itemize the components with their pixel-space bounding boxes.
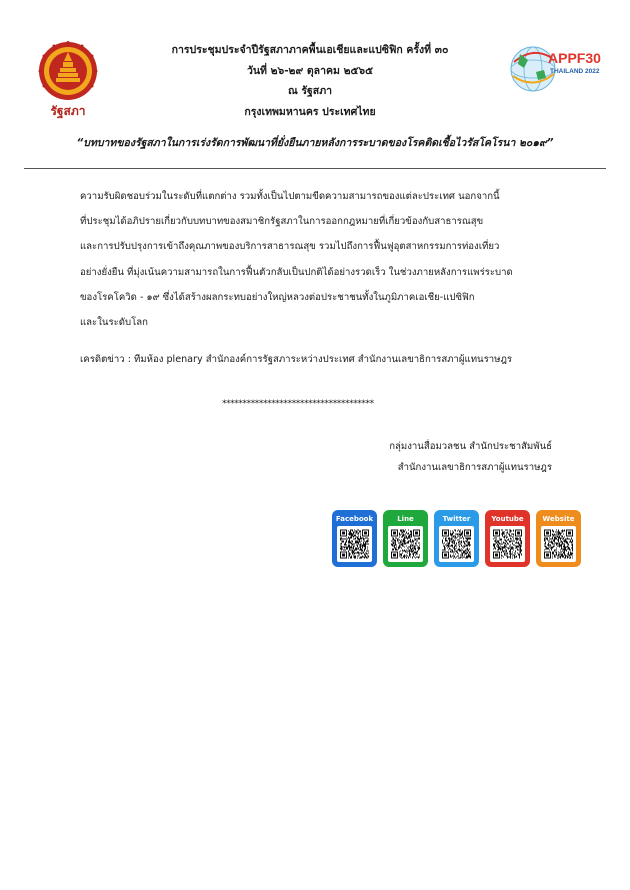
qr-label: Youtube [491, 515, 524, 523]
qr-code-icon [391, 529, 420, 559]
body-paragraph [80, 184, 560, 335]
appf-logo [508, 36, 600, 98]
qr-card-youtube[interactable] [485, 510, 530, 567]
header-divider [24, 168, 606, 169]
qr-label: Website [542, 515, 575, 523]
body-line: และในระดับโลก [80, 317, 148, 329]
body-line: ที่ประชุมได้อภิปรายเกี่ยวกับบทบาทของสมาชิกรัฐสภาในการออกกฎหมายที่เกี่ยวข้องกับสาธารณสุข [80, 216, 484, 228]
document-header [110, 40, 510, 122]
qr-code-icon [544, 529, 573, 559]
qr-label: Line [397, 515, 414, 523]
separator-stars: ************************************* [222, 399, 374, 409]
header-line-date: วันที่ ๒๖-๒๙ ตุลาคม ๒๕๖๕ [246, 64, 374, 77]
document-subtitle: “บทบาทของรัฐสภาในการเร่งรัดการพัฒนาที่ยั่งยืนภายหลังการระบาดของโรคติดเชื้อไวรัสโคโรนา ๒๐๑๙” [76, 137, 554, 149]
body-line: อย่างยั่งยืน ที่มุ่งเน้นความสามารถในการฟื้นตัวกลับเป็นปกติได้อย่างรวดเร็ว ในช่วงภายหลังการแพร่ระบาด [80, 266, 513, 278]
signature-line-office: สำนักงานเลขาธิการสภาผู้แทนราษฎร [397, 462, 552, 473]
parliament-logo [36, 40, 100, 120]
qr-card-twitter[interactable] [434, 510, 479, 567]
news-credit: เครดิตข่าว : ทีมห้อง plenary สำนักองค์การรัฐสภาระหว่างประเทศ สำนักงานเลขาธิการสภาผู้แทนราษฎร [80, 354, 513, 365]
qr-card-facebook[interactable] [332, 510, 377, 567]
qr-code-icon [340, 529, 369, 559]
qr-label: Facebook [335, 515, 374, 523]
appf-logo-subtitle: THAILAND 2022 [550, 68, 600, 75]
qr-card-website[interactable] [536, 510, 581, 567]
appf-logo-title: APPF30 [548, 50, 601, 66]
body-line: ความรับผิดชอบร่วมในระดับที่แตกต่าง รวมทั้งเป็นไปตามขีดความสามารถของแต่ละประเทศ นอกจากนี้ [80, 191, 500, 202]
parliament-logo-text: รัฐสภา [50, 104, 86, 118]
qr-code-row [332, 510, 581, 567]
body-line: ของโรคโควิด - ๑๙ ซึ่งได้สร้างผลกระทบอย่างใหญ่หลวงต่อประชาชนทั้งในภูมิภาคเอเชีย-แปซิฟิก [80, 291, 475, 303]
header-line-location: กรุงเทพมหานคร ประเทศไทย [244, 105, 376, 118]
qr-card-line[interactable] [383, 510, 428, 567]
qr-code-icon [442, 529, 471, 559]
parliament-emblem-icon [36, 40, 100, 106]
body-line: และการปรับปรุงการเข้าถึงคุณภาพของบริการสาธารณสุข รวมไปถึงการฟื้นฟูอุตสาหกรรมการท่องเที่ยว [80, 241, 500, 253]
qr-label: Twitter [442, 515, 471, 523]
qr-code-icon [493, 529, 522, 559]
signature-block [330, 436, 552, 478]
signature-line-division: กลุ่มงานสื่อมวลชน สำนักประชาสัมพันธ์ [389, 441, 552, 452]
header-line-event: การประชุมประจำปีรัฐสภาภาคพื้นเอเชียและแปซิฟิก ครั้งที่ ๓๐ [171, 44, 449, 56]
header-line-venue: ณ รัฐสภา [287, 85, 333, 97]
